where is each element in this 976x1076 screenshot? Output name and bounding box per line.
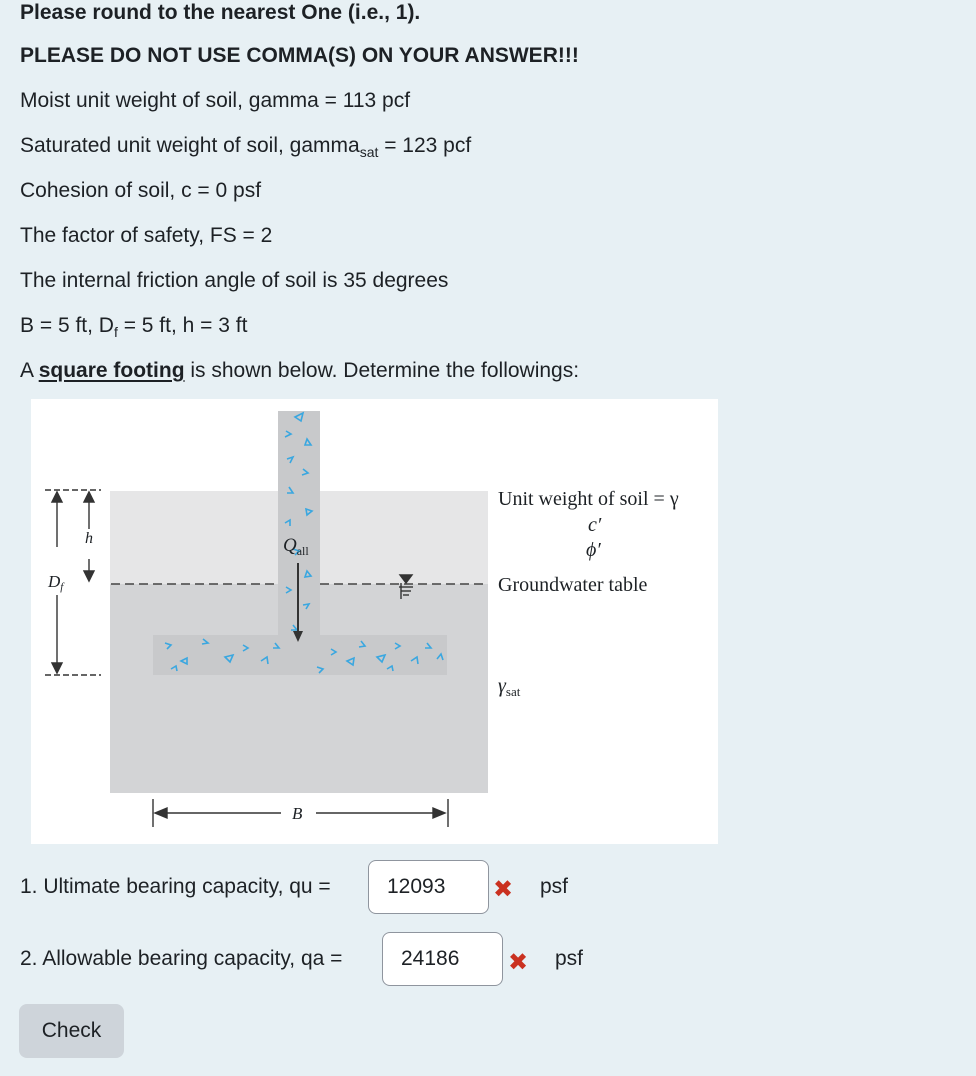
cohesion-given: Cohesion of soil, c = 0 psf	[20, 179, 262, 202]
q1-incorrect-icon: ✖	[493, 876, 514, 903]
q1-label: 1. Ultimate bearing capacity, qu =	[20, 875, 331, 898]
footing-diagram	[31, 399, 718, 844]
b-label: B	[292, 804, 303, 823]
footing-base	[153, 635, 447, 675]
q1-unit: psf	[540, 875, 569, 898]
q2-answer-input[interactable]	[382, 932, 503, 986]
fs-given: The factor of safety, FS = 2	[20, 224, 273, 247]
comma-instruction: PLEASE DO NOT USE COMMA(S) ON YOUR ANSWER!!!	[20, 44, 579, 67]
h-label: h	[85, 530, 93, 547]
q2-incorrect-icon: ✖	[508, 949, 529, 976]
q2-label: 2. Allowable bearing capacity, qa =	[20, 947, 343, 970]
round-instruction: Please round to the nearest One (i.e., 1).	[20, 1, 421, 24]
load-label: $Q_{all}$	[283, 535, 309, 558]
q2-unit: psf	[555, 947, 584, 970]
groundwater-table-label: Groundwater table	[498, 574, 648, 596]
gamma-sat-given: Saturated unit weight of soil, gamma$_{sat}$ = 123 pcf	[20, 134, 472, 160]
gamma-given: Moist unit weight of soil, gamma = 113 pcf	[20, 89, 411, 112]
friction-angle-given: The internal friction angle of soil is 35 degrees	[20, 269, 449, 292]
friction-angle-label: ϕ′	[586, 539, 601, 561]
df-label: Df	[48, 572, 64, 593]
dimensions-given: B = 5 ft, $D_f = 5$ ft, h = 3 ft	[20, 314, 248, 340]
check-button[interactable]: Check	[19, 1004, 124, 1058]
square-footing-emphasis: square footing	[38, 359, 185, 382]
gamma-sat-label: $\gamma_{sat}$	[498, 675, 521, 699]
cohesion-label: c′	[588, 514, 602, 536]
problem-prompt: A square footing is shown below. Determine the followings:	[20, 359, 580, 382]
q1-answer-input[interactable]	[368, 860, 489, 914]
unit-weight-label: Unit weight of soil = γ	[498, 488, 679, 510]
